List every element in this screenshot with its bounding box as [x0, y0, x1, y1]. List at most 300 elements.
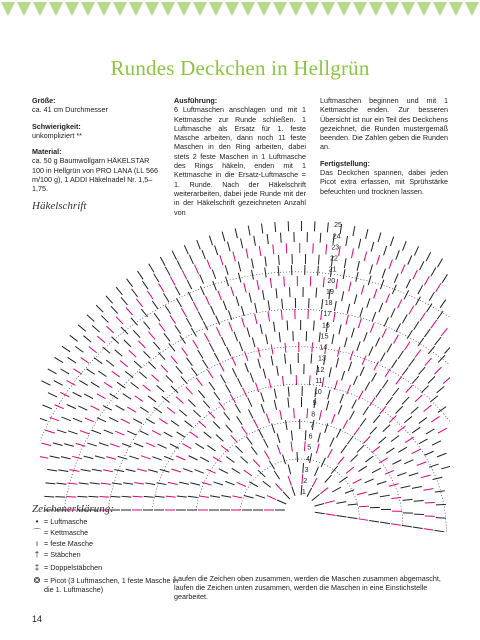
stitch-mark	[358, 391, 363, 400]
stitch-mark	[249, 293, 251, 303]
stitch-mark	[344, 258, 346, 268]
stitch-mark	[279, 332, 280, 342]
stitch-mark	[154, 313, 160, 321]
stitch-mark	[180, 335, 186, 343]
stitch-mark	[431, 267, 436, 276]
stitch-mark	[353, 376, 357, 385]
stitch-mark	[141, 309, 147, 317]
stitch-mark	[414, 321, 419, 329]
round-number-label: 22	[330, 255, 338, 263]
stitch-mark	[312, 342, 313, 352]
stitch-mark	[207, 370, 213, 378]
stitch-mark	[372, 446, 380, 452]
stitch-mark	[261, 224, 262, 234]
stitch-mark	[382, 269, 385, 278]
stitch-mark	[247, 328, 250, 338]
stitch-mark	[190, 432, 198, 438]
stitch-mark	[274, 471, 280, 479]
stitch-mark	[290, 364, 291, 374]
stitch-mark	[175, 325, 181, 333]
stitch-mark	[389, 260, 392, 269]
stitch-mark	[359, 506, 369, 507]
stitch-mark	[193, 340, 198, 348]
stitch-mark	[347, 436, 353, 444]
round-number-label: 18	[324, 300, 333, 308]
stitch-mark	[194, 470, 203, 474]
material-heading: Material:	[32, 147, 62, 157]
stitch-mark	[415, 350, 421, 358]
stitch-mark	[186, 318, 191, 327]
border-triangle	[321, 2, 335, 16]
stitch-mark	[346, 315, 348, 325]
stitch-mark	[330, 438, 334, 447]
stitch-mark	[104, 430, 113, 434]
stitch-mark	[242, 318, 245, 328]
stitch-mark	[314, 221, 315, 231]
stitch-mark	[84, 456, 94, 458]
stitch-mark	[365, 382, 370, 391]
stitch-mark	[321, 458, 325, 467]
stitch-mark	[256, 495, 265, 498]
stitch-mark	[343, 420, 348, 429]
stitch-mark	[45, 430, 55, 433]
stitch-mark	[243, 388, 247, 397]
stitch-mark	[344, 337, 347, 347]
legend-item-text: = Picot (3 Luftmaschen, 1 feste Masche in die 1. Luftmasche)	[44, 576, 179, 594]
stitch-mark	[430, 396, 438, 402]
chain-stitch-icon: •	[35, 517, 39, 526]
stitch-mark	[323, 277, 324, 287]
stitch-mark	[369, 347, 373, 356]
stitch-mark	[154, 274, 159, 283]
stitch-mark	[336, 502, 346, 504]
stitch-mark	[403, 241, 407, 250]
stitch-mark	[232, 368, 236, 377]
stitch-mark	[271, 344, 273, 354]
stitch-mark	[397, 473, 406, 476]
border-triangle	[113, 2, 127, 16]
stitch-mark	[316, 288, 317, 298]
stitch-mark	[342, 291, 344, 301]
stitch-mark	[382, 380, 388, 388]
double-crochet-icon: †	[34, 550, 40, 559]
stitch-mark	[226, 425, 233, 433]
stitch-mark	[360, 308, 363, 318]
stitch-mark	[391, 435, 399, 441]
stitch-mark	[121, 297, 127, 305]
stitch-mark	[285, 343, 286, 353]
round-number-label: 5	[307, 444, 312, 452]
stitch-mark	[91, 382, 100, 387]
round-number-label: 15	[320, 333, 329, 341]
instructions-continued-text: Luftmaschen beginnen und mit 1 Kettmasche enden. Zur besseren Übersicht ist nur ein Teil des Deckchens gezeichnet, die Runden mustergemäß beenden. Die Zahlen geben die Runden an.	[320, 96, 448, 152]
stitch-mark	[211, 306, 215, 315]
stitch-mark	[252, 259, 254, 269]
instructions-continued-column	[320, 96, 448, 196]
stitch-mark	[242, 426, 248, 434]
stitch-mark	[78, 325, 86, 331]
stitch-mark	[236, 446, 243, 453]
stitch-mark	[216, 327, 220, 336]
stitch-mark	[431, 416, 439, 422]
stitch-mark	[210, 496, 220, 498]
stitch-mark	[433, 477, 443, 479]
stitch-mark	[127, 407, 136, 412]
stitch-mark	[172, 251, 176, 260]
stitch-mark	[224, 412, 230, 420]
stitch-mark	[379, 303, 383, 312]
stitch-mark	[226, 457, 234, 463]
stitch-mark	[280, 233, 281, 243]
round-number-label: 7	[309, 422, 314, 430]
stitch-mark	[425, 358, 432, 366]
stitch-mark	[297, 452, 298, 462]
stitch-mark	[168, 482, 178, 484]
stitch-mark	[140, 407, 148, 412]
stitch-mark	[106, 360, 114, 366]
stitch-mark	[414, 246, 418, 255]
stitch-mark	[142, 281, 148, 289]
stitch-mark	[304, 441, 305, 451]
stitch-mark	[385, 368, 390, 376]
stitch-mark	[213, 281, 217, 290]
border-triangle	[289, 2, 303, 16]
page-title: Rundes Deckchen in Hellgrün	[110, 56, 370, 80]
stitch-mark	[255, 303, 257, 313]
stitch-mark	[199, 496, 209, 497]
stitch-mark	[106, 326, 113, 333]
stitch-mark	[134, 482, 144, 484]
stitch-mark	[228, 242, 231, 252]
stitch-mark	[72, 456, 82, 458]
stitch-mark	[267, 496, 276, 500]
round-number-label: 12	[316, 366, 325, 374]
stitch-mark	[278, 255, 279, 265]
stitch-mark	[234, 332, 237, 341]
stitch-mark	[427, 304, 432, 312]
stitch-mark	[223, 301, 226, 310]
stitch-mark	[258, 359, 261, 369]
stitch-mark	[363, 436, 370, 443]
stitch-mark	[372, 373, 377, 382]
stitch-mark	[149, 264, 154, 273]
stitch-mark	[190, 483, 200, 485]
stitch-mark	[370, 264, 373, 274]
stitch-mark	[421, 475, 431, 478]
stitch-mark	[357, 261, 359, 271]
stitch-mark	[203, 401, 210, 408]
stitch-mark	[252, 337, 255, 347]
stitch-mark	[176, 366, 183, 374]
legend-item-text: = Doppelstäbchen	[44, 563, 103, 572]
stitch-mark	[183, 469, 192, 472]
stitch-mark	[356, 272, 358, 282]
stitch-mark	[161, 365, 168, 372]
stitch-mark	[235, 404, 240, 413]
stitch-mark	[133, 330, 140, 337]
stitch-mark	[319, 410, 321, 420]
stitch-mark	[79, 380, 88, 385]
stitch-mark	[372, 312, 376, 321]
stitch-mark	[220, 375, 225, 384]
legend-item	[32, 550, 182, 559]
stitch-mark	[331, 466, 338, 474]
stitch-mark	[386, 448, 394, 453]
stitch-mark	[379, 437, 387, 443]
stitch-mark	[55, 497, 65, 498]
stitch-mark	[266, 414, 269, 423]
stitch-mark	[434, 530, 444, 531]
stitch-mark	[92, 325, 99, 332]
stitch-mark	[320, 233, 321, 243]
stitch-mark	[181, 376, 188, 383]
stitch-mark	[441, 466, 450, 469]
stitch-mark	[358, 466, 366, 471]
stitch-mark	[189, 456, 198, 460]
stitch-mark	[76, 443, 86, 446]
stitch-mark	[249, 482, 258, 487]
stitch-mark	[339, 325, 341, 335]
border-triangle	[465, 2, 479, 16]
finishing-heading: Fertigstellung:	[320, 158, 370, 168]
page-number: 14	[32, 614, 43, 624]
stitch-mark	[61, 457, 71, 459]
instructions-column	[174, 96, 306, 217]
stitch-mark	[97, 336, 105, 343]
stitch-mark	[127, 431, 136, 435]
stitch-mark	[314, 504, 324, 507]
stitch-mark	[396, 323, 401, 332]
stitch-mark	[413, 270, 417, 279]
stitch-mark	[179, 410, 187, 416]
stitch-mark	[251, 270, 253, 280]
stitch-mark	[45, 483, 55, 484]
stitch-mark	[277, 445, 280, 454]
stitch-mark	[123, 483, 133, 485]
stitch-mark	[416, 297, 421, 306]
stitch-mark	[418, 285, 423, 294]
stitch-mark	[258, 429, 263, 438]
stitch-mark	[92, 430, 101, 434]
stitch-mark	[283, 492, 290, 499]
stitch-mark	[288, 465, 291, 475]
stitch-mark	[200, 274, 204, 283]
stitch-mark	[67, 405, 76, 409]
stitch-mark	[55, 357, 63, 362]
info-column	[32, 96, 158, 194]
border-triangle	[145, 2, 159, 16]
stitch-mark	[222, 232, 225, 242]
stitch-mark	[342, 371, 345, 381]
stitch-mark	[365, 479, 374, 483]
stitch-mark	[89, 347, 97, 353]
stitch-mark	[137, 271, 143, 279]
stitch-mark	[171, 421, 179, 427]
stitch-mark	[357, 445, 364, 452]
stitch-mark	[131, 318, 138, 326]
stitch-mark	[393, 388, 399, 396]
stitch-mark	[143, 385, 151, 391]
stitch-mark	[164, 456, 173, 460]
stitch-mark	[195, 443, 203, 448]
stitch-mark	[268, 300, 270, 310]
stitch-mark	[336, 358, 338, 368]
instructions-text: 6 Luftmaschen anschlagen und mit 1 Kettmasche zur Runde schließen. 1 Luftmasche als Ersatz für 1. feste Masche arbeiten, dann noch 11 feste Maschen in den Ring arbeiten, dabei stets 2 feste Maschen in 1 Luftmasche des Rings häkeln, enden mit 1 Kettmasche in die Ersatz-Luftmasche = 1. Runde. Nach der Häkelschrift weiterarbeiten, dabei jede Runde mit der in der Häkelschrift gezeichneten Anzahl von	[174, 105, 306, 217]
stitch-mark	[169, 343, 175, 351]
stitch-mark	[336, 429, 341, 438]
stitch-mark	[373, 415, 379, 423]
finishing-text: Das Deckchen spannen, dabei jeden Picot extra erfassen, mit Sprühstärke befeuchten und trocknen lassen.	[320, 168, 448, 196]
border-triangle	[49, 2, 63, 16]
stitch-mark	[109, 417, 118, 421]
stitch-mark	[318, 255, 319, 265]
stitch-note: Laufen die Zeichen oben zusammen, werden die Maschen zusammen abgemascht, laufen die Zeichen unten zusammen, werden die Maschen in eine Einstichstelle gearbeitet.	[174, 574, 441, 602]
stitch-mark	[193, 410, 200, 417]
stitch-mark	[85, 418, 94, 422]
stitch-mark	[273, 244, 274, 254]
stitch-mark	[315, 512, 325, 513]
stitch-mark	[62, 346, 70, 352]
stitch-mark	[133, 419, 142, 424]
legend-item-text: = Stäbchen	[44, 550, 81, 559]
stitch-mark	[353, 226, 355, 236]
stitch-mark	[412, 376, 419, 383]
stitch-mark	[237, 482, 246, 486]
stitch-mark	[73, 418, 82, 422]
stitch-mark	[165, 306, 171, 314]
border-triangle	[385, 2, 399, 16]
stitch-mark	[360, 367, 364, 376]
stitch-mark	[426, 252, 431, 261]
stitch-mark	[398, 426, 406, 432]
stitch-mark	[425, 502, 435, 503]
border-triangle	[257, 2, 271, 16]
stitch-mark	[392, 360, 397, 368]
stitch-mark	[143, 351, 150, 358]
stitch-mark	[265, 256, 266, 266]
stitch-mark	[307, 488, 312, 497]
stitch-mark	[181, 308, 186, 317]
stitch-mark	[232, 496, 242, 498]
stitch-mark	[127, 279, 133, 287]
stitch-mark	[171, 469, 181, 472]
stitch-mark	[209, 236, 212, 245]
stitch-mark	[101, 316, 108, 323]
stitch-mark	[179, 482, 189, 484]
stitch-mark	[54, 381, 63, 386]
border-triangle	[177, 2, 191, 16]
stitch-mark	[86, 369, 94, 375]
stitch-mark	[368, 493, 378, 495]
stitch-mark	[347, 517, 357, 518]
stitch-mark	[336, 279, 338, 289]
stitch-mark	[218, 291, 222, 300]
stitch-mark	[176, 397, 183, 404]
stitch-mark	[420, 312, 425, 320]
stitch-mark	[278, 266, 279, 276]
stitch-mark	[146, 443, 155, 447]
stitch-mark	[213, 482, 223, 485]
stitch-mark	[246, 249, 248, 259]
stitch-mark	[225, 265, 228, 275]
stitch-mark	[182, 444, 191, 449]
stitch-mark	[361, 285, 364, 295]
stitch-mark	[437, 453, 446, 457]
stitch-mark	[413, 527, 423, 528]
stitch-mark	[370, 323, 374, 332]
stitch-mark	[292, 486, 295, 495]
legend-item-text: = feste Masche	[44, 539, 93, 548]
stitch-mark	[339, 477, 347, 483]
stitch-mark	[191, 368, 197, 376]
stitch-mark	[147, 291, 153, 299]
stitch-mark	[75, 346, 83, 352]
stitch-mark	[189, 255, 193, 264]
stitch-mark	[55, 405, 64, 409]
stitch-mark	[253, 419, 258, 428]
stitch-mark	[231, 435, 238, 442]
stitch-mark	[164, 293, 169, 301]
stitch-mark	[409, 306, 414, 315]
stitch-mark	[391, 524, 401, 525]
single-crochet-icon: ı	[35, 539, 39, 548]
stitch-mark	[326, 244, 327, 254]
stitch-mark	[111, 306, 118, 313]
stitch-mark	[144, 496, 154, 497]
stitch-mark	[236, 296, 239, 306]
stitch-mark	[225, 277, 228, 287]
stitch-mark	[312, 478, 317, 487]
round-number-label: 25	[334, 222, 342, 230]
stitch-mark	[122, 496, 132, 497]
stitch-mark	[387, 344, 392, 353]
border-triangle	[81, 2, 95, 16]
stitch-mark	[241, 238, 243, 248]
stitch-mark	[204, 432, 212, 438]
stitch-mark	[66, 496, 76, 497]
stitch-mark	[332, 487, 341, 492]
stitch-mark	[369, 520, 379, 521]
stitch-mark	[288, 476, 291, 485]
stitch-mark	[110, 496, 120, 497]
stitch-mark	[438, 259, 443, 268]
stitch-mark	[209, 382, 215, 390]
stitch-mark	[120, 361, 128, 367]
stitch-mark	[421, 386, 428, 393]
stitch-mark	[406, 279, 410, 288]
stitch-mark	[441, 328, 447, 336]
stitch-mark	[396, 406, 403, 413]
stitch-mark	[367, 298, 370, 307]
stitch-mark	[350, 351, 353, 360]
stitch-mark	[182, 348, 188, 356]
stitch-mark	[346, 236, 348, 246]
stitch-mark	[263, 481, 271, 487]
stitch-mark	[325, 475, 332, 482]
stitch-mark	[412, 487, 422, 489]
stitch-mark	[363, 407, 369, 415]
stitch-mark	[186, 387, 193, 394]
stitch-mark	[403, 499, 413, 500]
stitch-mark	[404, 290, 408, 299]
stitch-mark	[106, 296, 113, 303]
stitch-mark	[359, 239, 361, 249]
stitch-mark	[291, 442, 292, 452]
stitch-mark	[103, 347, 111, 353]
stitch-mark	[294, 408, 295, 418]
stitch-mark	[291, 430, 292, 440]
stitch-mark	[50, 417, 59, 420]
